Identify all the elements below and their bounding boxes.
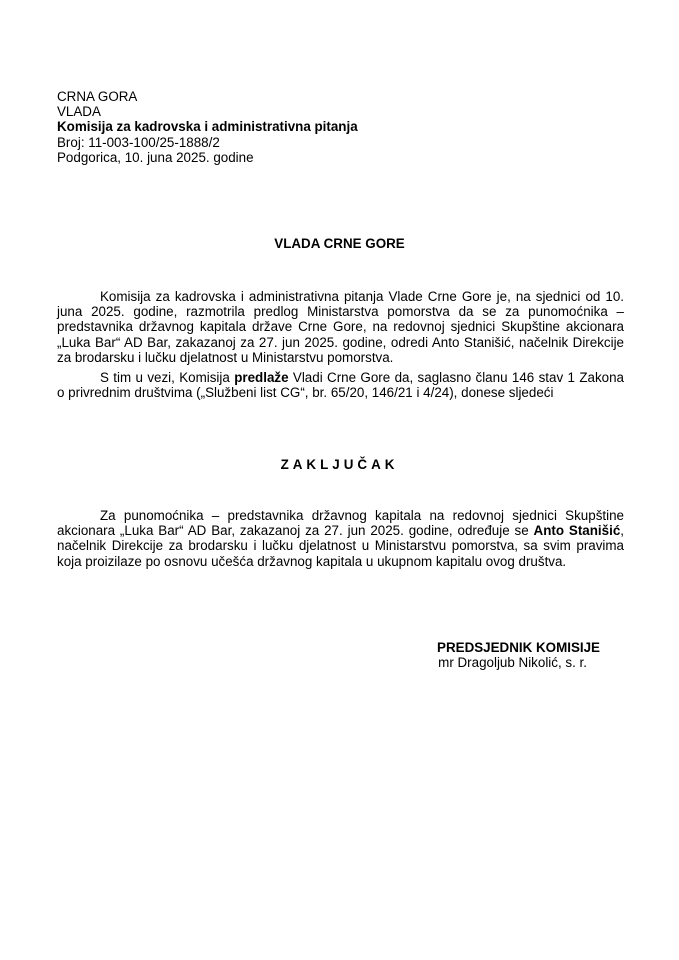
header-country: CRNA GORA (57, 89, 138, 104)
paragraph-3-emphasis: Anto Stanišić (533, 523, 621, 539)
conclusion-title: ZAKLJUČAK (280, 457, 399, 472)
header-commission: Komisija za kadrovska i administrativna pitanja (57, 119, 358, 135)
paragraph-3 (57, 508, 624, 569)
paragraph-2 (57, 370, 624, 400)
paragraph-1-text: Komisija za kadrovska i administrativna pitanja Vlade Crne Gore je, na sjednici od 10. juna 2025. godine, razmotrila predlog Ministarstva pomorstva da se za punomoćnika – predstavnika državnog kapitala države Crne Gore, na redovnoj sjednici Skupštine akcionara „Luka Bar“ AD Bar, zakazanoj za 27. jun 2025. godine, odredi Anto Stanišić, načelnik Direkcije za brodarsku i lučku djelatnost u Ministarstvu pomorstva. (57, 289, 624, 365)
header-number: Broj: 11-003-100/25-1888/2 (57, 134, 220, 150)
paragraph-1 (57, 289, 624, 365)
signature-name: mr Dragoljub Nikolić, s. r. (438, 655, 587, 671)
document-header (57, 89, 617, 165)
paragraph-2-emphasis: predlaže (234, 370, 289, 385)
signature-block (350, 640, 600, 670)
addressee-title: VLADA CRNE GORE (274, 236, 405, 251)
paragraph-3-after: , načelnik Direkcije za brodarsku i lučku djelatnost u Ministarstvu pomorstva, sa svim pravima koja proizilaze po osnovu učešća državnog kapitala u ukupnom kapitalu ovog društva. (57, 523, 624, 569)
header-place-date: Podgorica, 10. juna 2025. godine (57, 149, 254, 165)
signature-title: PREDSJEDNIK KOMISIJE (437, 640, 600, 655)
paragraph-3-before: Za punomoćnika – predstavnika državnog kapitala na redovnoj sjednici Skupštine akcionara „Luka Bar“ AD Bar, zakazanoj za 27. jun 2025. godine, određuje se (57, 508, 624, 539)
paragraph-2-before: S tim u vezi, Komisija (100, 370, 235, 385)
header-government: VLADA (57, 104, 101, 120)
paragraph-2-after: Vladi Crne Gore da, saglasno članu 146 stav 1 Zakona o privrednim društvima („Službeni list CG“, br. 65/20, 146/21 i 4/24), donese sljedeći (57, 370, 625, 401)
